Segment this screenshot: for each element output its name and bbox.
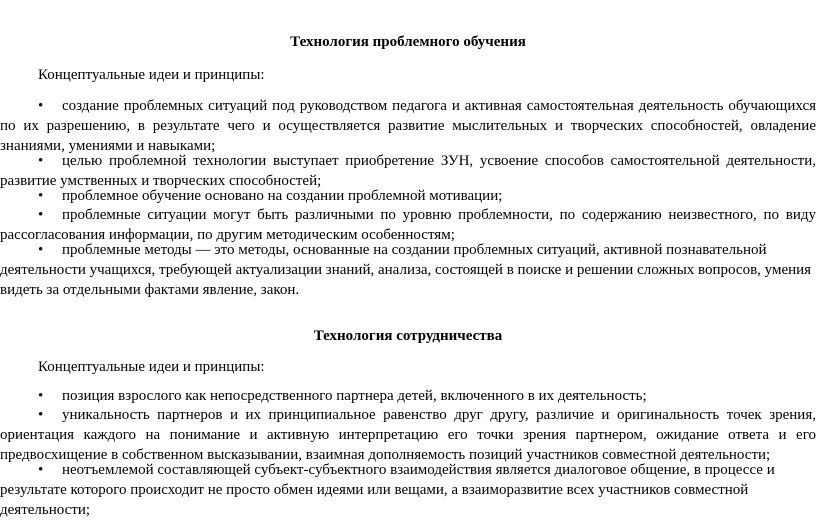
section-2-list-item xyxy=(0,405,816,465)
section-1-list-item xyxy=(0,151,816,191)
section-1-title: Технология проблемного обучения xyxy=(290,34,526,50)
section-1-list-item xyxy=(0,240,816,300)
section-2-title: Технология сотрудничества xyxy=(313,328,503,344)
section-1-list-item xyxy=(0,186,816,206)
bullet-icon: • xyxy=(38,188,44,204)
bullet-icon: • xyxy=(38,462,44,478)
section-1-intro: Концептуальные идеи и принципы: xyxy=(38,67,265,83)
bullet-icon: • xyxy=(38,153,44,169)
list-item-text: неотъемлемой составляющей субъект-субъектного взаимодействия является диалоговое общение, в процессе и результате которого происходит не просто обмен идеями или вещами, а взаиморазвитие всех участников совместной деятельности; xyxy=(0,462,775,518)
section-1-list-item xyxy=(0,205,816,245)
list-item-text: проблемные ситуации могут быть различными по уровню проблемности, по содержанию неизвестного, по виду рассогласования информации, по другим методическим особенностям; xyxy=(0,207,816,243)
bullet-icon: • xyxy=(38,407,44,423)
list-item-text: уникальность партнеров и их принципиальное равенство друг другу, различие и оригинальность точек зрения, ориентация каждого на понимание и активную интерпретацию его точки зрения партнером, ожидание ответа и его предвосхищение в собственном высказывании, взаимная дополняемость позиций участников совместной деятельности; xyxy=(0,407,816,463)
bullet-icon: • xyxy=(38,98,44,114)
section-2-intro: Концептуальные идеи и принципы: xyxy=(38,359,265,375)
bullet-icon: • xyxy=(38,207,44,223)
section-2-list-item xyxy=(0,386,816,406)
section-2-list-item xyxy=(0,460,816,520)
list-item-text: позиция взрослого как непосредственного партнера детей, включенного в их деятельность; xyxy=(62,388,647,404)
list-item-text: создание проблемных ситуаций под руководством педагога и активная самостоятельная деятельность обучающихся по их разрешению, в результате чего и осуществляется развитие мыслительных и творческих способностей, овладение знаниями, умениями и навыками; xyxy=(0,98,816,154)
list-item-text: проблемное обучение основано на создании проблемной мотивации; xyxy=(62,188,503,204)
section-1-list-item xyxy=(0,96,816,156)
bullet-icon: • xyxy=(38,388,44,404)
list-item-text: проблемные методы — это методы, основанные на создании проблемных ситуаций, активной познавательной деятельности учащихся, требующей актуализации знаний, анализа, состоящей в поиске и решении сложных вопросов, умения видеть за отдельными фактами явление, закон. xyxy=(0,242,812,298)
bullet-icon: • xyxy=(38,242,44,258)
list-item-text: целью проблемной технологии выступает приобретение ЗУН, усвоение способов самостоятельной деятельности, развитие умственных и творческих способностей; xyxy=(0,153,816,189)
